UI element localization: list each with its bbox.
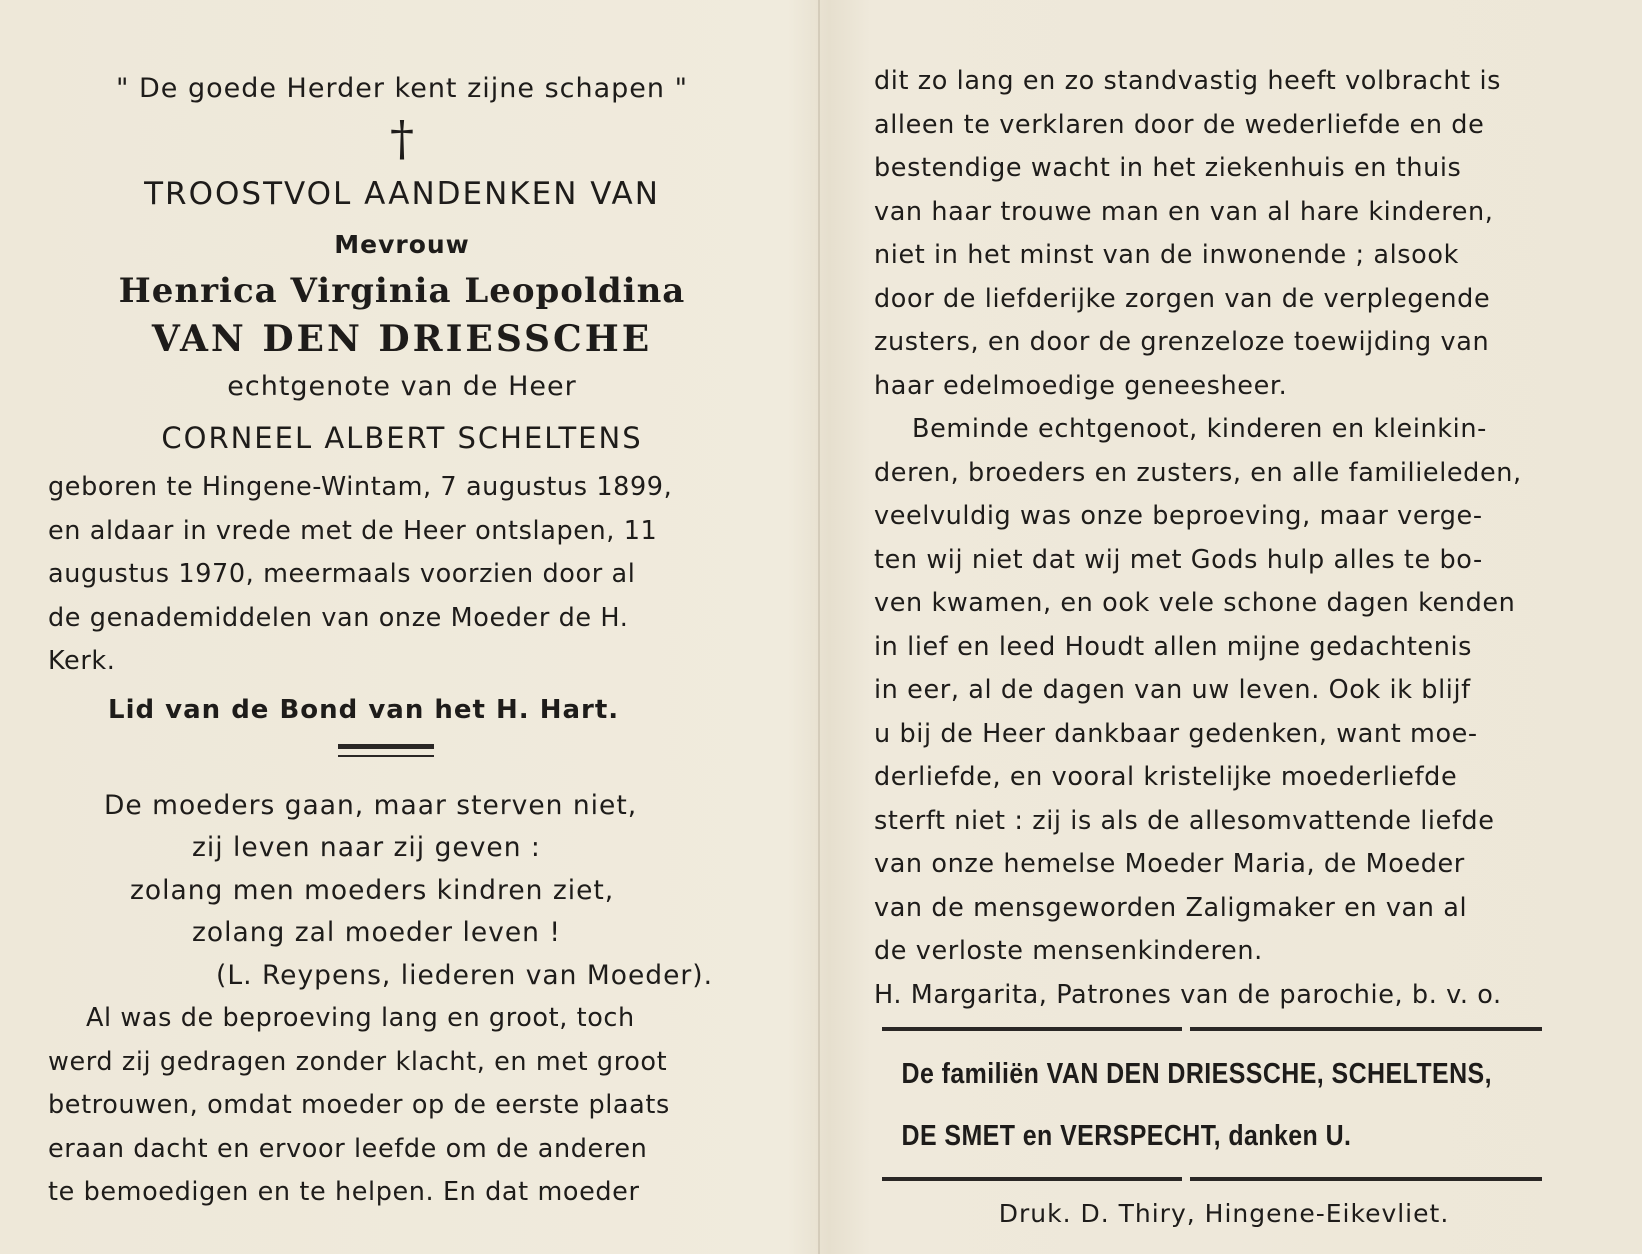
continuation-line: dit zo lang en zo standvastig heeft volbracht is bbox=[874, 66, 1502, 96]
farewell-line: sterft niet : zij is als de allesomvattende liefde bbox=[874, 805, 1495, 836]
continuation-line: alleen te verklaren door de wederliefde en de bbox=[874, 109, 1485, 140]
farewell-line: de verloste mensenkinderen. bbox=[874, 936, 1263, 966]
continuation-line: haar edelmoedige geneesheer. bbox=[874, 370, 1288, 401]
tribute-line: te bemoedigen en te helpen. En dat moeder bbox=[48, 1177, 640, 1207]
poem-attribution: (L. Reypens, liederen van Moeder). bbox=[216, 959, 714, 991]
motto: " De goede Herder kent zijne schapen " bbox=[115, 73, 689, 104]
right-page bbox=[874, 60, 1574, 1239]
spouse-name: CORNEEL ALBERT SCHELTENS bbox=[161, 421, 643, 455]
bio-paragraph bbox=[48, 466, 756, 684]
poem-line: De moeders gaan, maar sterven niet, bbox=[104, 789, 638, 821]
farewell-line: u bij de Heer dankbaar gedenken, want moe- bbox=[874, 718, 1478, 749]
bio-line: en aldaar in vrede met de Heer ontslapen, 11 bbox=[48, 515, 658, 546]
cross-icon: † bbox=[390, 111, 414, 167]
heading: TROOSTVOL AANDENKEN VAN bbox=[144, 176, 660, 212]
bio-line: Kerk. bbox=[48, 646, 116, 676]
farewell-line: deren, broeders en zusters, en alle familieleden, bbox=[874, 457, 1522, 488]
farewell-line: veelvuldig was onze beproeving, maar verge- bbox=[874, 501, 1483, 531]
tribute-line: werd zij gedragen zonder klacht, en met groot bbox=[48, 1046, 668, 1077]
surname: VAN DEN DRIESSCHE bbox=[151, 318, 653, 360]
spouse-intro: echtgenote van de Heer bbox=[227, 371, 577, 402]
bio-line: augustus 1970, meermaals voorzien door al bbox=[48, 559, 636, 589]
divider-ornament bbox=[338, 744, 434, 757]
continuation-line: zusters, en door de grenzeloze toewijding van bbox=[874, 327, 1490, 357]
poem-line: zolang zal moeder leven ! bbox=[192, 917, 561, 948]
farewell-line: derliefde, en vooral kristelijke moederliefde bbox=[874, 762, 1458, 792]
bio-line: geboren te Hingene-Wintam, 7 augustus 1899, bbox=[48, 472, 673, 502]
continuation-line: van haar trouwe man en van al hare kinderen, bbox=[874, 196, 1494, 227]
farewell-line: in lief en leed Houdt allen mijne gedachtenis bbox=[874, 631, 1473, 662]
divider-bottom bbox=[874, 1177, 1574, 1181]
poem bbox=[48, 785, 756, 998]
family-line: De familiën VAN DEN DRIESSCHE, SCHELTENS, bbox=[901, 1058, 1492, 1090]
divider-top bbox=[874, 1027, 1574, 1031]
tribute-line: betrouwen, omdat moeder op de eerste plaats bbox=[48, 1090, 670, 1120]
poem-line: zolang men moeders kindren ziet, bbox=[130, 874, 615, 906]
farewell-line: Beminde echtgenoot, kinderen en kleinkin- bbox=[912, 414, 1487, 444]
farewell-line: ven kwamen, en ook vele schone dagen kenden bbox=[874, 588, 1516, 618]
continuation-paragraph bbox=[874, 60, 1574, 408]
left-page bbox=[48, 66, 756, 1215]
printer-credit: Druk. D. Thiry, Hingene-Eikevliet. bbox=[998, 1199, 1450, 1228]
continuation-line: door de liefderijke zorgen van de verplegende bbox=[874, 283, 1491, 314]
farewell-line: in eer, al de dagen van uw leven. Ook ik blijf bbox=[874, 675, 1471, 705]
tribute-line: Al was de beproeving lang en groot, toch bbox=[86, 1003, 635, 1033]
family-line: DE SMET en VERSPECHT, danken U. bbox=[901, 1120, 1352, 1152]
tribute-paragraph bbox=[48, 997, 756, 1215]
farewell-line: van onze hemelse Moeder Maria, de Moeder bbox=[874, 849, 1465, 879]
invocation: H. Margarita, Patrones van de parochie, b. v. o. bbox=[874, 979, 1502, 1010]
tribute-line: eraan dacht en ervoor leefde om de anderen bbox=[48, 1133, 648, 1164]
given-names: Henrica Virginia Leopoldina bbox=[118, 271, 686, 311]
salutation: Mevrouw bbox=[334, 230, 470, 259]
continuation-line: niet in het minst van de inwonende ; alsook bbox=[874, 240, 1459, 270]
card-fold bbox=[818, 0, 820, 1254]
continuation-line: bestendige wacht in het ziekenhuis en thuis bbox=[874, 153, 1462, 183]
farewell-line: ten wij niet dat wij met Gods hulp alles te bo- bbox=[874, 544, 1483, 575]
poem-line: zij leven naar zij geven : bbox=[192, 832, 541, 863]
family-thanks bbox=[874, 1043, 1572, 1167]
farewell-line: van de mensgeworden Zaligmaker en van al bbox=[874, 892, 1468, 923]
bio-line: de genademiddelen van onze Moeder de H. bbox=[48, 602, 629, 633]
membership: Lid van de Bond van het H. Hart. bbox=[108, 694, 620, 725]
farewell-paragraph bbox=[874, 408, 1574, 1017]
